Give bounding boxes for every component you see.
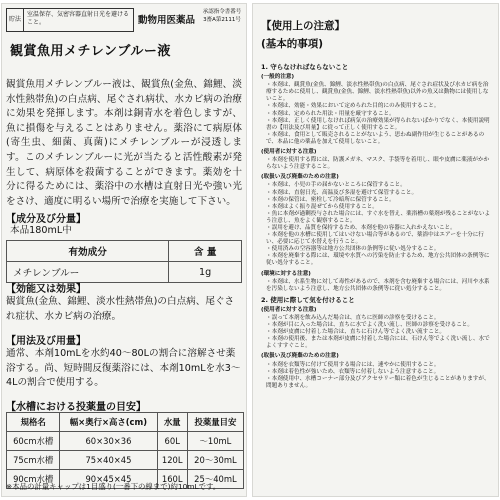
dosage-cell: 60×30×36 (60, 432, 157, 451)
precaution-item: ・本剤はよく振り混ぜてから使用すること。 (266, 203, 378, 210)
precaution-item: ・本剤を他の水槽に使用してはいけない場合等があるので、薬浴中はエアーを十分に行い、必要に応じて水替えを行うこと。 (266, 232, 484, 246)
right-label-panel (253, 4, 498, 496)
usage-text: 通常、本剤10mLを水約40〜80Lの割合に溶解させ薬浴する。尚、短時間反復薬浴には、本剤10mLを水3〜4Lの割合で使用する。 (6, 348, 241, 388)
ingredient-name: メチレンブルー (7, 262, 169, 283)
storage-box (6, 8, 134, 32)
dosage-cell: 25〜40mL (187, 470, 243, 489)
dosage-cell: 20〜30mL (187, 451, 243, 470)
precaution-section-heading: 2. 使用に際して気を付けること (261, 295, 355, 304)
dosage-col-header: 投薬量目安 (187, 413, 243, 432)
composition-volume: 本品180mL中 (10, 225, 72, 236)
dosage-header-row (7, 413, 244, 432)
storage-label: 貯法 (7, 9, 24, 31)
precaution-section-heading: 1. 守らなければならないこと (261, 63, 349, 71)
precaution-item: ・誤用を避け、品質を保持するため、本剤を他の容器に入れかえないこと。 (266, 224, 456, 231)
dosage-cell: 90×45×45 (60, 470, 157, 489)
composition-col-ingredient: 有効成分 (7, 241, 169, 262)
precaution-item: ・本剤が皮膚に付着した場合は、直ちに石けん等でよく洗い流すこと。 (266, 329, 446, 336)
precaution-item: ・本剤の保管は、密栓して冷暗所に保管すること。 (266, 196, 395, 203)
composition-header-row (7, 241, 242, 262)
efficacy-text: 観賞魚(金魚、錦鯉、淡水性熱帯魚)の白点病、尾ぐされ症状、水カビ病の治療。 (6, 296, 235, 322)
approval-number (200, 8, 244, 24)
precaution-item: ・魚に本剤が過剰投与された場合には、すぐ水を替え、薬浴槽の薬剤が残ることがないよう注意し、魚をよく観察すること。 (266, 210, 491, 224)
composition-col-amount: 含 量 (169, 241, 242, 262)
precaution-item: ・本剤の使用後、または本剤が皮膚に付着した場合には、石けん等でよく洗い流し、水でよくすすぐこと。 (266, 336, 490, 350)
precautions-subtitle: (基本的事項) (261, 38, 324, 50)
dosage-cell: 60cm水槽 (7, 432, 60, 451)
dosage-cell: 〜10mL (187, 432, 243, 451)
dosage-note-text: 本品の計量キャップは1目盛り(一番下の線まで)約10mLです。 (12, 482, 221, 491)
precaution-item: ・本剤は、直射日光、高温及び多湿を避けて保管すること。 (266, 189, 418, 196)
dosage-cell: 60L (157, 432, 187, 451)
approval-line-2: 3畜A第2111号 (203, 17, 241, 23)
dosage-cell: 75cm水槽 (7, 451, 60, 470)
dosage-note (6, 482, 242, 491)
dosage-heading: 【水槽における投薬量の目安】 (6, 402, 146, 413)
precautions-body (261, 60, 492, 390)
dosage-col-header: 幅×奥行×高さ(cm) (60, 413, 157, 432)
precaution-item: ・本剤が目に入った場合は、直ちに水でよく洗い流し、医師の診察を受けること。 (266, 322, 473, 329)
dosage-cell: 75×40×45 (60, 451, 157, 470)
precaution-item: ・本剤は、水系生物に対して毒性があるので、本剤を含む廃棄する場合には、河川や水系を汚染しないよう注意し、地方公共団体の条例等に従い処分すること。 (266, 278, 490, 292)
dosage-cell: 120L (157, 451, 187, 470)
ingredient-amount: 1g (169, 262, 242, 283)
precaution-item: ・本剤を廃棄する際には、環境や水質への汚染を防止するため、地方公共団体の条例等に従い処分すること。 (266, 253, 490, 267)
precaution-item: ・本剤は着色性が強いため、衣類等に付着しないよう注意すること。 (266, 368, 440, 375)
precaution-item: ・本剤を衣類等に付けて使用する場合には、速やかに使用すること。 (266, 361, 440, 368)
dosage-col-header: 規格名 (7, 413, 60, 432)
product-title: 観賞魚用メチレンブルー液 (10, 44, 171, 59)
precaution-subheading: (取扱い及び廃棄のための注意) (261, 174, 339, 181)
storage-text: 室温保存、気密容器直射日光を避けること。 (27, 11, 130, 26)
left-label-panel (2, 4, 246, 496)
composition-heading: 【成分及び分量】 (6, 214, 86, 225)
precaution-item: ・本剤使用中、水槽コーナー部分及びアクセサリー類に着色が生じることがありますが、問題ありません。 (266, 375, 490, 389)
usage-heading: 【用法及び用量】 (6, 336, 86, 347)
efficacy-heading: 【効能又は効果】 (6, 284, 86, 295)
precaution-subheading: (一般的注意) (261, 74, 295, 81)
composition-table (6, 240, 242, 283)
precaution-item: ・誤って本剤を飲み込んだ場合は、直ちに医師の診察を受けること。 (266, 315, 440, 321)
precaution-item: ・本剤は、食用として販売されることがないよう、思わぬ副作用が生じることがあるので、本品に他の薬品を加えて使用しないこと。 (266, 131, 485, 145)
precaution-item: ・本剤は、観賞魚(金魚、錦鯉、淡水性熱帯魚)の白点病、尾ぐされ症状及び水カビ病を治療するために使用し、観賞魚(金魚、錦鯉、淡水性熱帯魚)以外の魚又は動物には使用しないこと。 (266, 82, 489, 103)
dosage-cell: 90cm水槽 (7, 470, 60, 489)
approval-line-1: 承認指令書番号 (202, 9, 242, 15)
dosage-table (6, 412, 244, 489)
dosage-row (7, 432, 244, 451)
label-header (2, 4, 246, 60)
dosage-row (7, 451, 244, 470)
precaution-item: ・本剤は、効能・効果において定められた目的にのみ使用すること。 (266, 103, 440, 110)
precaution-item: ・使用済みの空容器等は地方公共団体の条例等に従い処分すること。 (266, 246, 440, 253)
product-description: 観賞魚用メチレンブルー液は、観賞魚(金魚、錦鯉、淡水性熱帯魚)の白点病、尾ぐされ病状、水カビ病の治療に効果を発揮します。本剤は銅青水を着色しますが、魚に損傷を与えることはありません。薬浴にて病原体(寄生虫、細菌、真菌)にメチレンブルーが浸透します。このメチレンブルーに光が当たると活性酸素が発生して、病原体を殺菌することができます。薬効を十分に得るためには、薬浴中の水槽は直射日光や強い光をさけ、適度に明るい場所で治療を実施して下さい。 (6, 79, 242, 207)
precaution-subheading: (取扱い及び廃棄のための注意) (261, 353, 339, 360)
precaution-item: ・本剤は、定められた用法・用量を厳守すること。 (266, 110, 395, 117)
dosage-col-header: 水量 (157, 413, 187, 432)
note-mark: ※ (6, 482, 13, 491)
precaution-subheading: (環境に対する注意) (261, 270, 311, 277)
precaution-subheading: (使用者に対する注意) (261, 149, 317, 156)
category-label: 動物用医薬品 (138, 15, 196, 26)
precaution-item: ・本剤を使用する際には、防護メガネ、マスク、手袋等を着用し、眼や皮膚に薬液がかからないよう注意すること。 (266, 157, 490, 171)
precaution-item: ・本剤は、小児の手の届かないところに保管すること。 (266, 182, 406, 189)
dosage-cell: 160L (157, 470, 187, 489)
precaution-item: ・本剤は、正しく使用しなければ病気の治療効果が得られないばかりでなく、本使用説明書の【用法及び用量】に従って正しく使用すること。 (266, 117, 490, 131)
precaution-subheading: (使用者に対する注意) (261, 306, 317, 313)
precautions-title: 【使用上の注意】 (261, 20, 345, 32)
